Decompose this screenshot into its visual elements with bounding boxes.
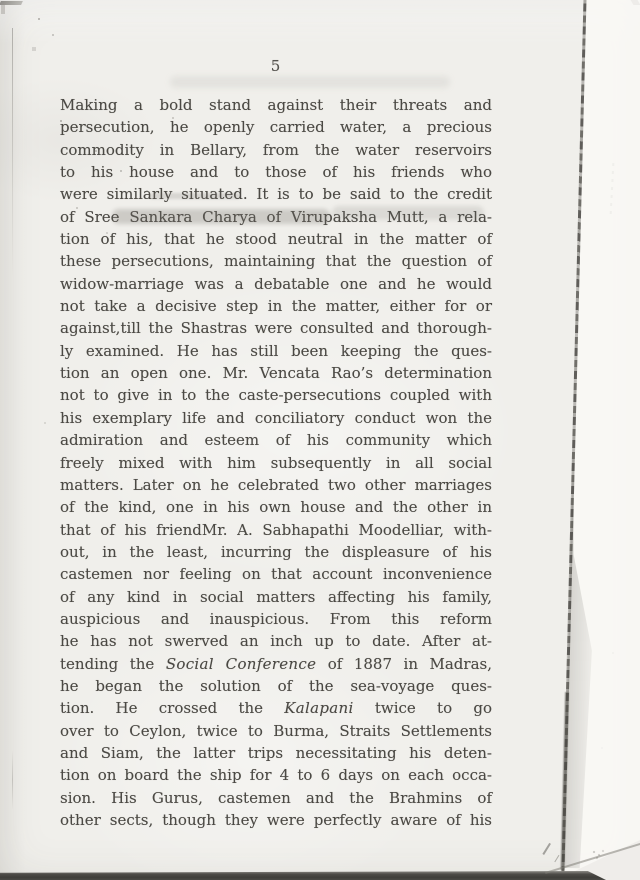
text-line: his exemplary life and conciliatory conduct won the [60,408,492,427]
smudge-mark [150,193,240,199]
text-line: tion an open one. Mr. Vencata Rao’s determination [60,364,492,383]
text-line: sion. His Gurus, castemen and the Brahmins of [60,788,492,807]
text-line: out, in the least, incurring the displeasure of his [60,542,492,561]
text-line: of any kind in social matters affecting his family, [60,587,492,606]
text-line: Making a bold stand against their threats and [60,96,492,114]
paper-speckles [0,0,2,2]
smudge-mark [112,209,330,224]
text-line: and Siam, the latter trips necessitating his deten- [60,743,492,762]
scan-bottom-edge [0,871,606,880]
text-line: castemen nor feeling on that account inconvenience [60,565,492,584]
text-line: to his house and to those of his friends who [60,163,492,182]
text-line: were similarly situated. It is to be said to the credit [60,185,492,204]
corner-mark [1,5,5,14]
text-line: ly examined. He has still been keeping the ques- [60,341,492,360]
text-line: he began the solution of the sea-voyage ques- [60,676,492,695]
text-line: tion. He crossed the Kalapani twice to go [60,699,492,718]
pencil-mark [554,855,559,862]
text-line: tending the Social Conference of 1887 in Madras, [60,654,492,673]
text-line: other sects, though they were perfectly aware of his [60,811,492,829]
text-line: over to Ceylon, twice to Burma, Straits Settlements [60,721,492,740]
scan-left-crease [12,28,13,278]
text-line: commodity in Bellary, from the water reservoirs [60,140,492,159]
smudge-mark [332,206,484,220]
page-number: 5 [270,57,282,75]
text-line: widow-marriage was a debatable one and he would [60,274,492,293]
text-line: of Sree Sankara Charya of Virupaksha Mutt, a rela- [60,207,492,226]
text-line: of the kind, one in his own house and the other in [60,498,492,517]
text-line: tion of his, that he stood neutral in the matter of [60,230,492,249]
text-line: persecution, he openly carried water, a precious [60,118,492,137]
pencil-mark [542,843,550,855]
text-line: not to give in to the caste-persecutions coupled with [60,386,492,405]
text-line: auspicious and inauspicious. From this reform [60,609,492,628]
text-line: he has not swerved an inch up to date. After at- [60,632,492,651]
text-line: that of his friendMr. A. Sabhapathi Moodelliar, with- [60,520,492,539]
text-line: not take a decisive step in the matter, either for or [60,297,492,316]
scan-right-crease [561,0,640,880]
text-line: admiration and esteem of his community which [60,431,492,450]
ink-ghost-smudge [170,76,450,88]
text-line: these persecutions, maintaining that the question of [60,252,492,271]
text-line: tion on board the ship for 4 to 6 days on each occa- [60,766,492,785]
text-line: against,till the Shastras were consulted and thorough- [60,319,492,338]
text-line: freely mixed with him subsequently in all social [60,453,492,472]
scan-left-crease [12,750,13,810]
text-block [60,94,492,831]
text-line: matters. Later on he celebrated two other marriages [60,475,492,494]
pencil-scribble [591,848,606,861]
